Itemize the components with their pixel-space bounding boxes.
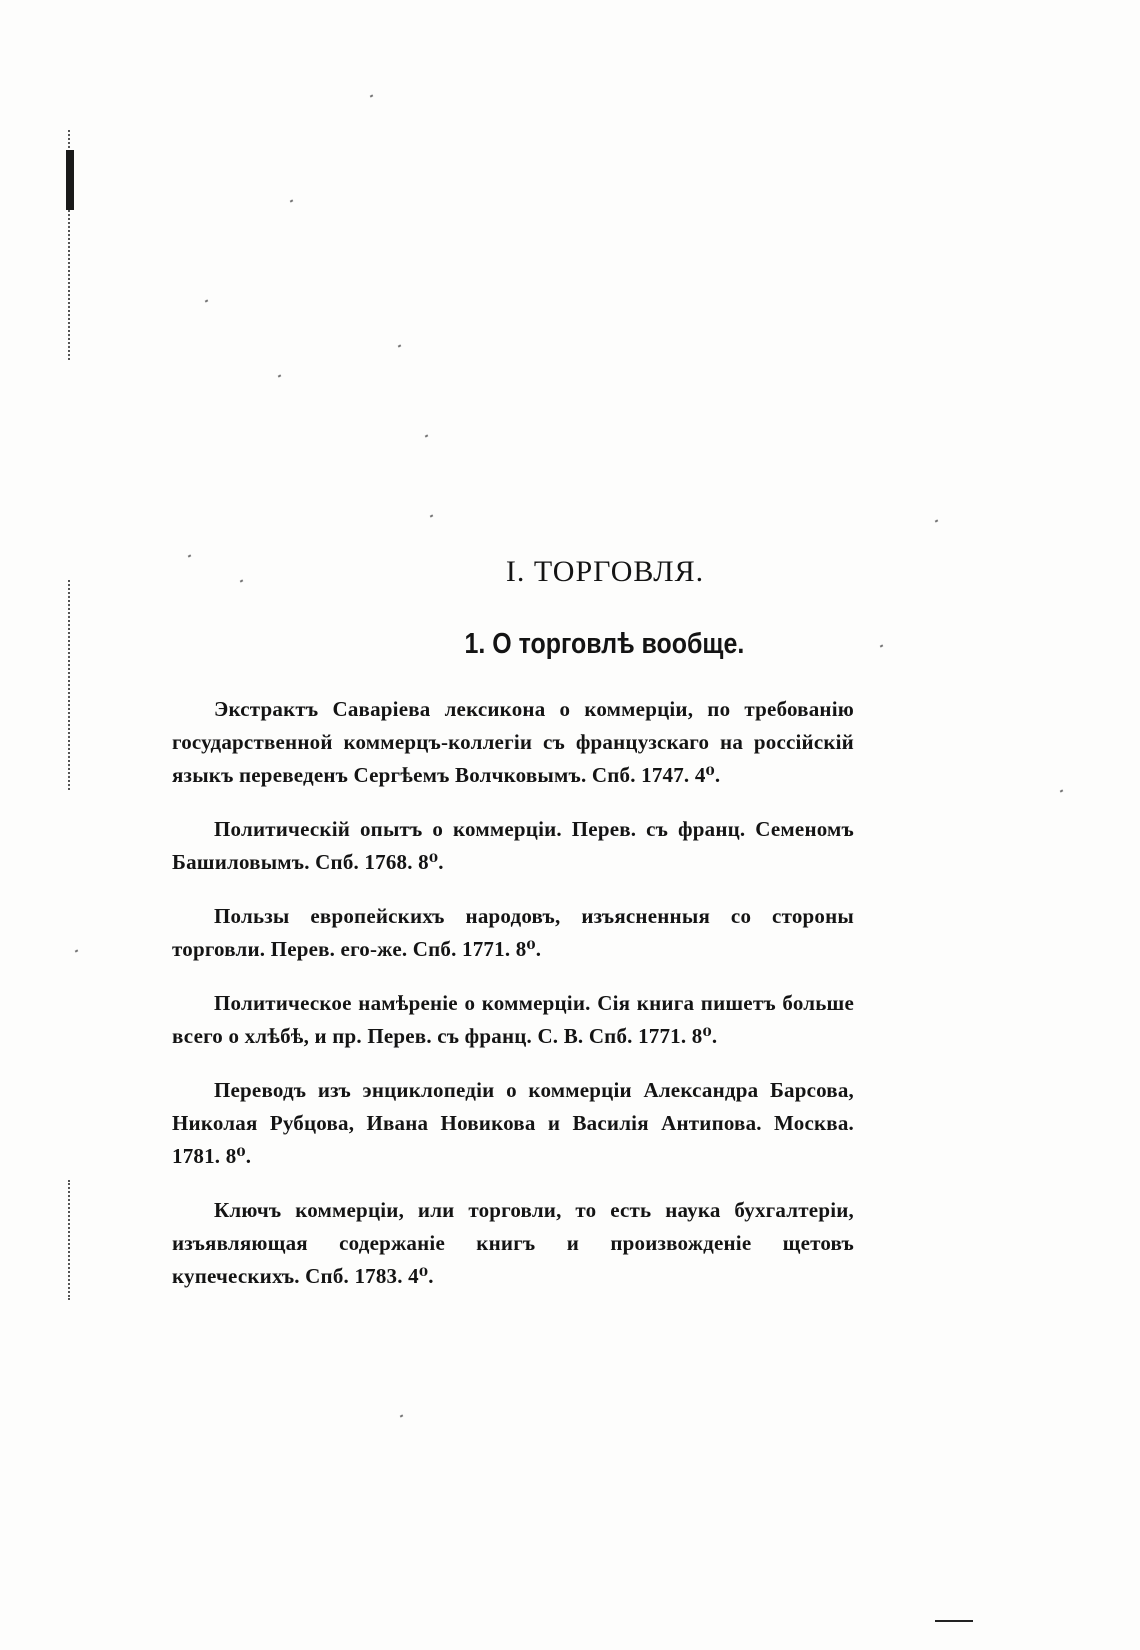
bibliography-entry: Экстрактъ Саваріева лексикона о коммерціи, по требованію государственной коммерцъ-коллегіи съ французскаго на россійскій языкъ переведенъ Сергѣемъ Волчковымъ. Спб. 1747. 4⁰. xyxy=(172,697,854,787)
binding-edge-dots xyxy=(68,580,70,790)
scan-speck xyxy=(290,199,294,202)
scan-speck xyxy=(430,514,434,517)
binding-edge-shadow xyxy=(66,150,74,210)
bibliography-entry: Ключъ коммерціи, или торговли, то есть наука бухгалтеріи, изъявляющая содержаніе книгъ и произвожденіе щетовъ купеческихъ. Спб. 1783. 4⁰. xyxy=(172,1198,854,1288)
bibliography-entry: Политическое намѣреніе о коммерціи. Сія книга пишетъ больше всего о хлѣбѣ, и пр. Перев. съ франц. С. В. Спб. 1771. 8⁰. xyxy=(172,991,854,1048)
scan-speck xyxy=(935,519,939,522)
subsection-title: 1. О торговлѣ вообще. xyxy=(464,628,745,660)
scan-speck xyxy=(278,374,282,377)
section-title: I. ТОРГОВЛЯ. xyxy=(505,555,705,588)
scan-speck xyxy=(1060,789,1064,792)
bibliography-entry: Пользы европейскихъ народовъ, изъясненныя со стороны торговли. Перев. его-же. Спб. 1771. 8⁰. xyxy=(172,904,854,961)
bibliography-entry: Переводъ изъ энциклопедіи о коммерціи Александра Барсова, Николая Рубцова, Ивана Новикова и Василія Антипова. Москва. 1781. 8⁰. xyxy=(172,1078,854,1168)
footer-rule xyxy=(935,1620,973,1622)
scan-speck xyxy=(75,949,79,952)
bibliography-list xyxy=(172,693,854,1314)
scan-speck xyxy=(205,299,209,302)
scan-speck xyxy=(400,1414,404,1417)
bibliography-entry: Политическій опытъ о коммерціи. Перев. съ франц. Семеномъ Башиловымъ. Спб. 1768. 8⁰. xyxy=(172,817,854,874)
binding-edge-dots xyxy=(68,1180,70,1300)
scan-speck xyxy=(398,344,402,347)
scan-speck xyxy=(425,434,429,437)
scan-speck xyxy=(370,94,374,97)
